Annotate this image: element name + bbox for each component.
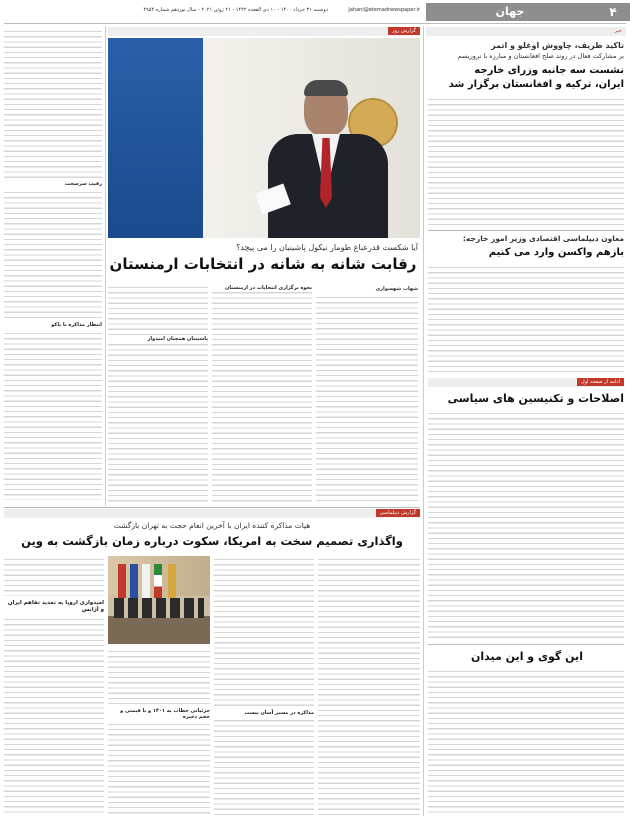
- top-story-body-col1: [316, 294, 418, 504]
- negotiation-photo: [108, 556, 210, 644]
- masthead-rule: [4, 23, 626, 24]
- bottom-subhead-1: امیدواری اروپا به تمدید تفاهم ایران و آژانس: [7, 600, 104, 613]
- bottom-body-col2: [214, 556, 314, 816]
- speaker-hair: [304, 80, 348, 96]
- email-address: Jahani@etemadnewspaper.ir: [348, 7, 420, 13]
- second-story-body: [428, 264, 624, 372]
- news-label: خبر: [614, 28, 622, 34]
- third-tag-bar: [428, 378, 624, 387]
- top-kicker-2: بر مشارکت فعال در روند صلح افغانستان و مبارزه با تروریسم: [457, 52, 624, 60]
- rule-1: [428, 230, 624, 231]
- bottom-subhead-3: جزئیاتی خطاب به ۱۴۰۱ و با قیمتی و حجم ذخیره: [108, 708, 210, 720]
- top-story-body-col3: [108, 284, 208, 504]
- sidebar-subhead-1: رقیب سرسخت: [64, 181, 102, 187]
- top-headline-1: نشست سه جانبه وزرای خارجه: [474, 65, 624, 76]
- top-story-body-col2: [212, 284, 312, 504]
- third-headline: اصلاحات و تکنیسین های سیاسی: [447, 392, 624, 405]
- rule-bottom-story: [4, 507, 420, 508]
- bottom-subhead-2: مذاکره در مسیر آسان نیست: [214, 710, 314, 716]
- flag-red: [118, 564, 126, 598]
- top-story-body: [428, 96, 624, 226]
- flag-white: [142, 564, 150, 598]
- rule-2: [428, 644, 624, 645]
- section-name: جهان: [495, 5, 525, 18]
- column-divider-left: [105, 26, 106, 506]
- flag-tricolor: [154, 564, 162, 598]
- top-subhead-2: پاشینیان همچنان امیدوار: [108, 336, 208, 342]
- top-story-headline: رقابت شانه به شانه در انتخابات ارمنستان: [109, 255, 417, 273]
- second-kicker: معاون دیپلماسی اقتصادی وزیر امور خارجه:: [462, 234, 624, 243]
- pashinyan-photo: [108, 38, 420, 238]
- left-column-body-1: [4, 28, 102, 178]
- top-report-tag-bar: [108, 27, 420, 36]
- sidebar-subhead-2: انتظار مذاکره با باکو: [51, 322, 102, 328]
- top-kicker-1: تاکید ظریف، چاووش اوغلو و اتمر: [491, 41, 624, 50]
- bottom-report-tag-bar: [4, 509, 420, 518]
- top-headline-2: ایران، ترکیه و افغانستان برگزار شد: [448, 79, 624, 90]
- flag-gold: [168, 564, 176, 598]
- top-byline: شهاب شهسواری: [375, 286, 418, 292]
- left-column-body-2: [4, 189, 102, 319]
- third-story-body: [428, 410, 624, 640]
- bottom-body-col5: [4, 616, 104, 816]
- flag-blue: [130, 564, 138, 598]
- conference-table: [108, 616, 210, 644]
- bottom-story-kicker: هیات مذاکره کننده ایران با آخرین انعام حجت به تهران بازگشت: [113, 521, 311, 530]
- fourth-story-body: [428, 668, 624, 816]
- bottom-body-col1: [318, 556, 420, 816]
- column-divider-right: [423, 26, 424, 816]
- masthead: [0, 0, 630, 24]
- bottom-body-col4: [4, 556, 104, 596]
- flag-blue-backdrop: [108, 38, 203, 238]
- bottom-body-col3: [108, 648, 210, 816]
- bottom-report-tag: گزارش دیپلماسی: [376, 509, 420, 517]
- third-tag: ادامه از صفحه اول: [577, 378, 624, 386]
- fourth-headline: این گوی و این میدان: [471, 650, 583, 663]
- left-column-body-3: [4, 330, 102, 500]
- top-report-tag: گزارش روز: [388, 27, 420, 35]
- second-headline: بازهم واکسن وارد می کنیم: [488, 247, 624, 258]
- bottom-story-headline: واگذاری تصمیم سخت به امریکا، سکوت درباره زمان بازگشت به وین: [21, 534, 403, 548]
- top-story-kicker: آیا شکست قدرعباغ طومار نیکول پاشینیان را می پیچد؟: [236, 243, 418, 252]
- page-number: ۴: [609, 5, 617, 19]
- dateline: دوشنبه ۳۱ خرداد ۱۴۰۰ - ۱۰ ذی القعده ۱۴۴۲ - ۲۱ ژوئن ۲۰۲۱ - سال نوزدهم شماره ۴۹۵۴: [143, 7, 328, 13]
- delegates: [114, 598, 204, 618]
- top-subhead-1: نحوه برگزاری انتخابات در ارمنستان: [212, 285, 312, 291]
- news-label-bar: [426, 27, 626, 36]
